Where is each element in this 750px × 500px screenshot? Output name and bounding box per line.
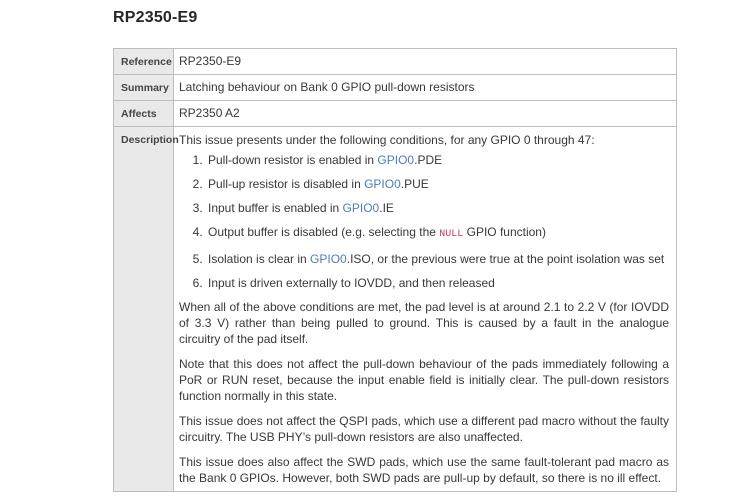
description-paragraph: This issue does not affect the QSPI pads, which use a different pad macro without the faulty circuitry. The USB PHY’s pull-down resistors are also unaffected. (179, 414, 669, 444)
condition-item: 3. Input buffer is enabled in GPIO0.IE (206, 200, 669, 216)
register-link[interactable]: GPIO0 (310, 252, 347, 266)
summary-value: Latching behaviour on Bank 0 GPIO pull-down resistors (174, 75, 677, 101)
reference-value: RP2350-E9 (174, 49, 677, 75)
description-label: Description (114, 127, 174, 492)
description-paragraph: This issue does also affect the SWD pads, which use the same fault-tolerant pad macro as the Bank 0 GPIOs. However, both SWD pads are pull-up by default, so there is no ill effect. (179, 455, 669, 485)
condition-item: 1. Pull-down resistor is enabled in GPIO0.PDE (206, 152, 669, 168)
condition-item: 2. Pull-up resistor is disabled in GPIO0.PUE (206, 176, 669, 192)
condition-item: 5. Isolation is clear in GPIO0.ISO, or the previous were true at the point isolation was set (206, 251, 669, 267)
affects-value: RP2350 A2 (174, 101, 677, 127)
summary-label: Summary (114, 75, 174, 101)
table-row-summary (114, 75, 677, 101)
condition-item: 6. Input is driven externally to IOVDD, and then released (206, 275, 669, 291)
null-function-code: NULL (439, 229, 464, 240)
description-content (174, 127, 677, 492)
register-link[interactable]: GPIO0 (342, 201, 380, 215)
erratum-document (113, 9, 677, 492)
condition-item: 4. Output buffer is disabled (e.g. selecting the NULL GPIO function) (206, 224, 669, 243)
register-link[interactable]: GPIO0 (377, 153, 415, 167)
table-row-reference (114, 49, 677, 75)
affects-label: Affects (114, 101, 174, 127)
description-intro: This issue presents under the following conditions, for any GPIO 0 through 47: (179, 133, 595, 147)
conditions-list (179, 152, 669, 291)
description-paragraph: When all of the above conditions are met, the pad level is at around 2.1 to 2.2 V (for IOVDD of 3.3 V) rather than being pulled to ground. This is caused by a fault in the analogue circuitry of the pad itself. (179, 300, 669, 346)
reference-label: Reference (114, 49, 174, 75)
description-paragraphs (179, 299, 669, 486)
description-paragraph: Note that this does not affect the pull-down behaviour of the pads immediately following a PoR or RUN reset, because the input enable field is initially clear. The pull-down resistors function normally in this state. (179, 357, 669, 403)
table-row-affects (114, 101, 677, 127)
register-link[interactable]: GPIO0 (364, 177, 401, 191)
page-title: RP2350-E9 (113, 9, 198, 26)
table-row-description (114, 127, 677, 492)
erratum-table (113, 48, 677, 492)
